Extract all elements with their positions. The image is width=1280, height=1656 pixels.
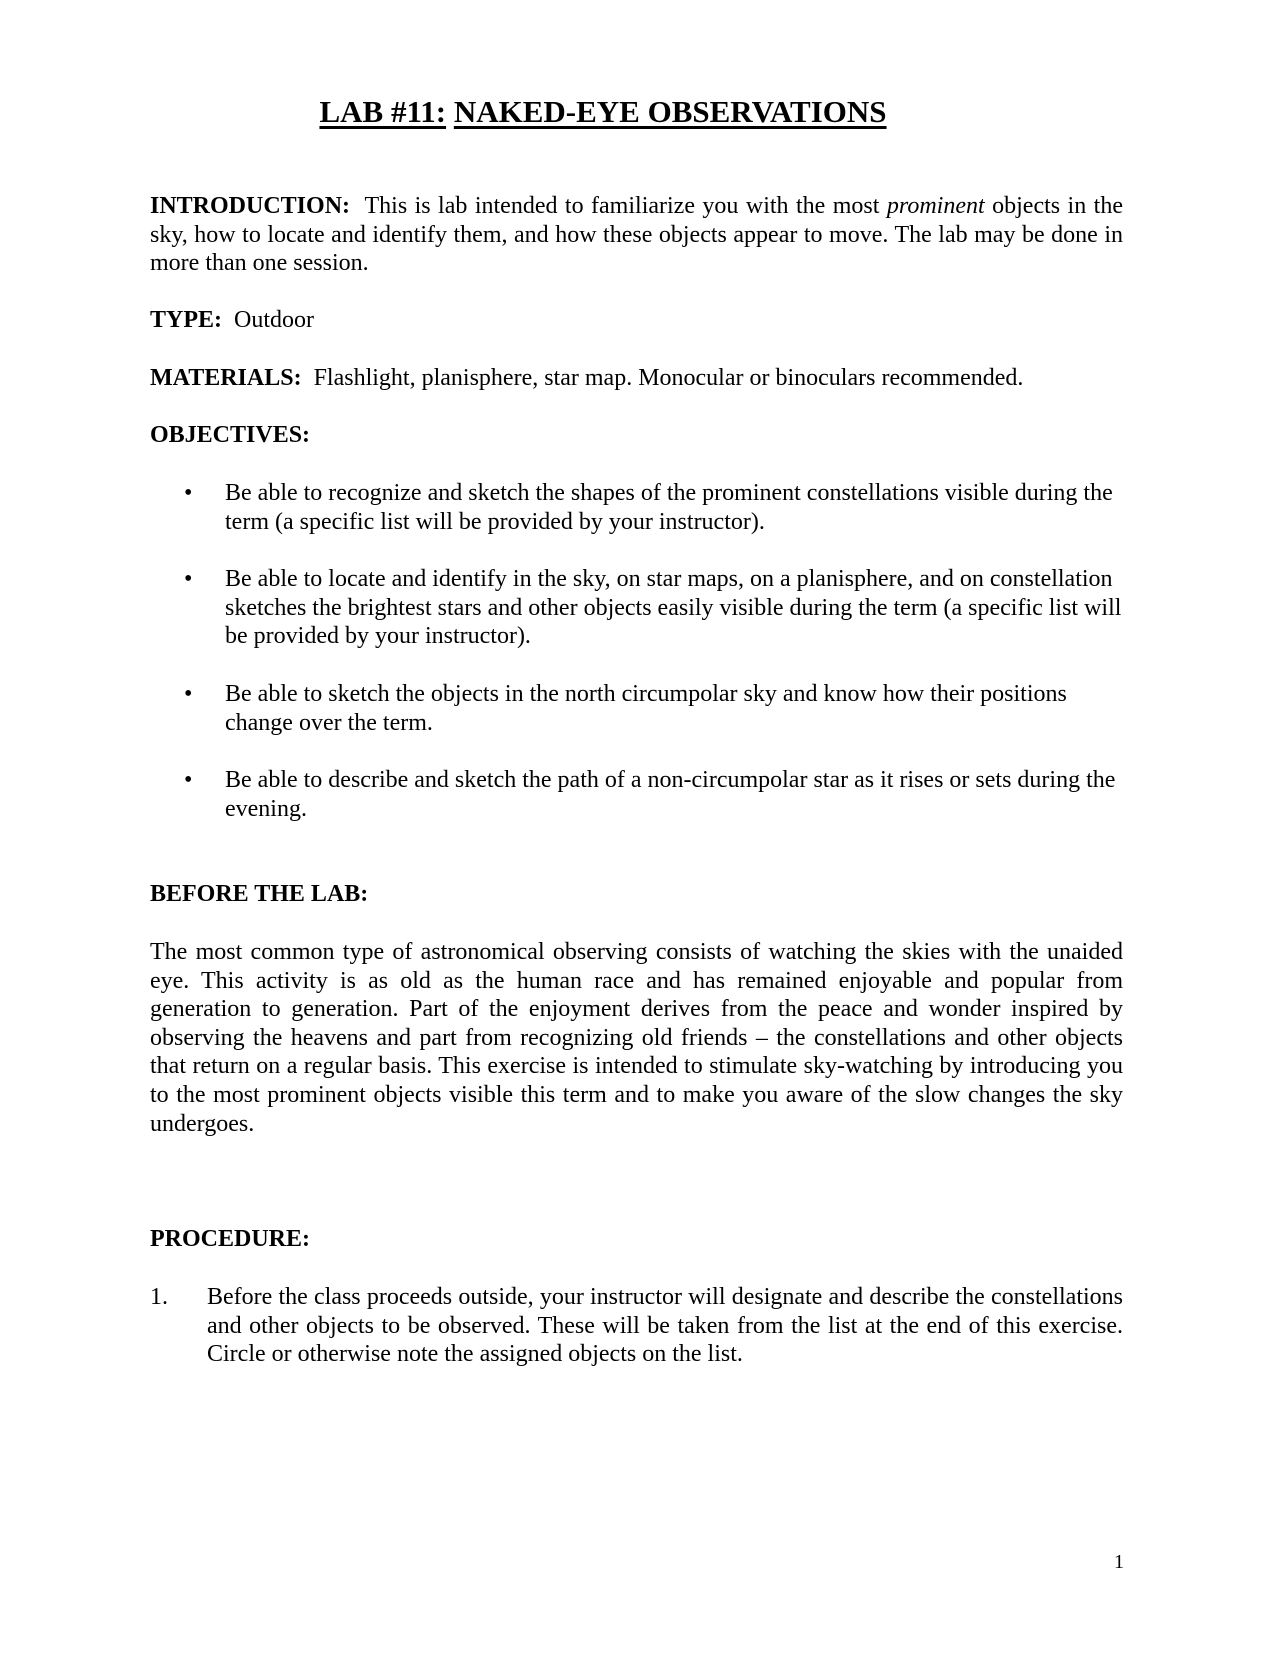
objective-text: Be able to sketch the objects in the north circumpolar sky and know how their positions change over the term.: [225, 681, 1067, 736]
type-heading: TYPE:: [150, 307, 222, 333]
page-number: 1: [1114, 1551, 1124, 1573]
introduction-heading: INTRODUCTION:: [150, 193, 351, 219]
introduction-emphasis: prominent: [886, 193, 985, 219]
page-title: [0, 92, 1206, 132]
bullet-dot-icon: •: [184, 480, 193, 506]
objective-text: Be able to locate and identify in the sky, on star maps, on a planisphere, and on constellation sketches the brightest stars and other objects easily visible during the term (a specific list will be provided by your instructor).: [225, 566, 1122, 650]
type-value: Outdoor: [234, 307, 314, 333]
materials-line: [150, 364, 1123, 393]
step-number: 1.: [150, 1284, 168, 1310]
introduction-text-after: objects in the sky, how to locate and identify them, and how these objects appear to move. The lab may be done in more than one session.: [150, 193, 1123, 277]
materials-heading: MATERIALS:: [150, 365, 302, 391]
before-the-lab-paragraph: The most common type of astronomical observing consists of watching the skies with the unaided eye. This activity is as old as the human race and has remained enjoyable and popular from generation to generation. Part of the enjoyment derives from the peace and wonder inspired by observing the heavens and part from recognizing old friends – the constellations and other objects that return on a regular basis. This exercise is intended to stimulate sky-watching by introducing you to the most prominent objects visible this term and to make you aware of the slow changes the sky undergoes.: [150, 939, 1123, 1137]
type-line: [150, 306, 1123, 335]
objective-text: Be able to describe and sketch the path of a non-circumpolar star as it rises or sets during the evening.: [225, 767, 1116, 822]
objectives-heading: OBJECTIVES:: [150, 422, 311, 448]
materials-value: Flashlight, planisphere, star map. Monocular or binoculars recommended.: [313, 365, 1024, 391]
title-prefix: LAB #11:: [319, 94, 447, 129]
before-the-lab-heading: BEFORE THE LAB:: [150, 881, 369, 907]
step-text: Before the class proceeds outside, your instructor will designate and describe the constellations and other objects to be observed. These will be taken from the list at the end of this exercise. Circle or otherwise note the assigned objects on the list.: [207, 1284, 1123, 1368]
introduction-paragraph: [150, 192, 1123, 278]
procedure-heading: PROCEDURE:: [150, 1226, 310, 1252]
introduction-text-before: This is lab intended to familiarize you with the most: [364, 193, 880, 219]
objective-text: Be able to recognize and sketch the shapes of the prominent constellations visible during the term (a specific list will be provided by your instructor).: [225, 480, 1113, 535]
title-main: NAKED-EYE OBSERVATIONS: [453, 94, 887, 129]
bullet-dot-icon: •: [184, 681, 193, 707]
bullet-dot-icon: •: [184, 767, 193, 793]
bullet-dot-icon: •: [184, 566, 193, 592]
